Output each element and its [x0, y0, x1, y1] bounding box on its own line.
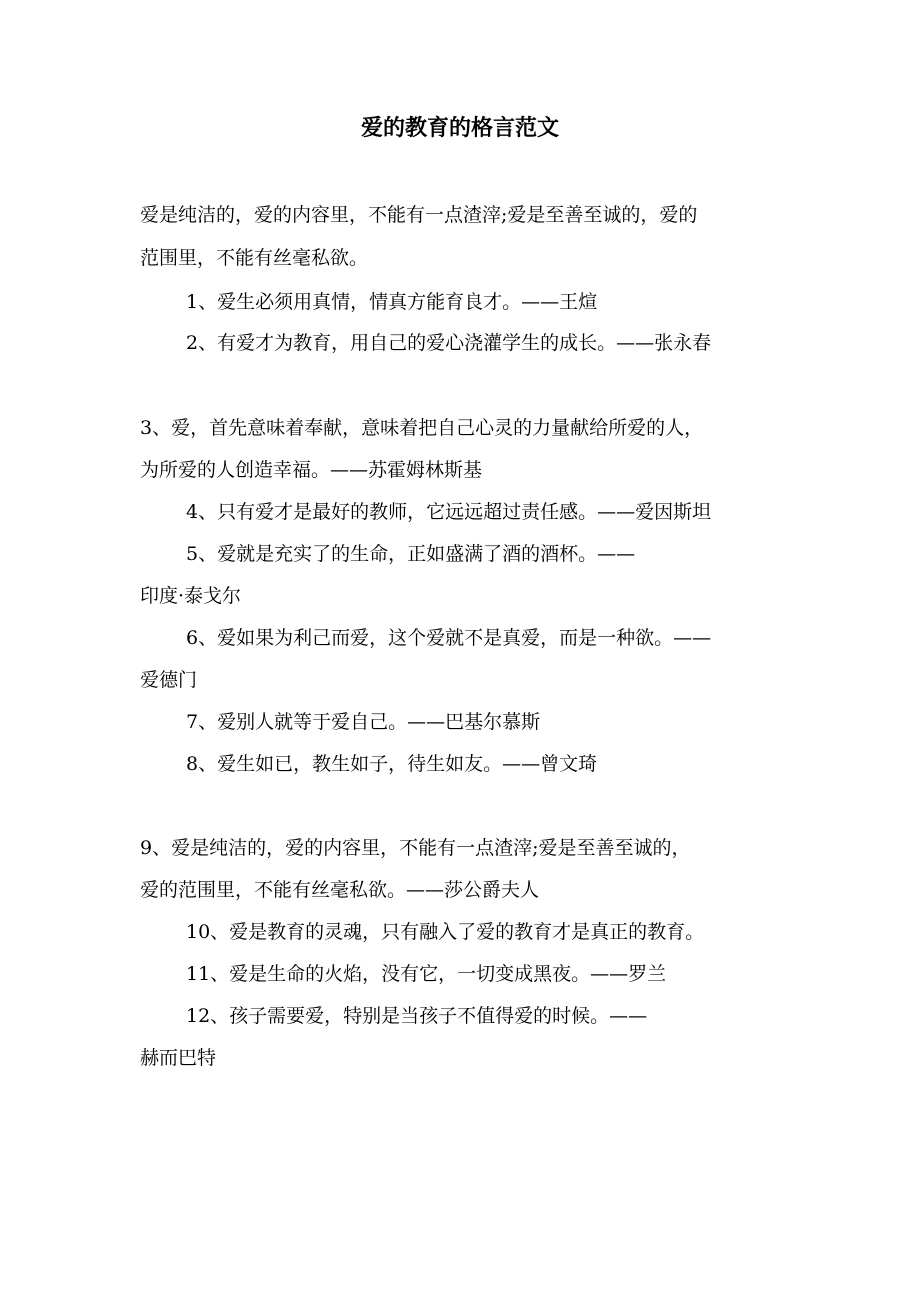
quote-line: 11、爱是生命的火焰，没有它，一切变成黑夜。——罗兰 — [186, 963, 667, 985]
text-line: 爱是纯洁的，爱的内容里，不能有一点渣滓;爱是至善至诚的，爱的 — [140, 204, 698, 226]
quote-line: 5、爱就是充实了的生命，正如盛满了酒的酒杯。—— — [186, 543, 636, 565]
quote-line: 10、爱是教育的灵魂，只有融入了爱的教育才是真正的教育。 — [186, 921, 705, 943]
quote-line: 12、孩子需要爱，特别是当孩子不值得爱的时候。—— — [186, 1005, 648, 1027]
quote-line: 印度·泰戈尔 — [140, 585, 242, 607]
quote-line: 爱的范围里，不能有丝毫私欲。——莎公爵夫人 — [140, 879, 540, 901]
quote-line: 2、有爱才为教育，用自己的爱心浇灌学生的成长。——张永春 — [186, 332, 712, 354]
quote-line: 6、爱如果为利己而爱，这个爱就不是真爱，而是一种欲。—— — [186, 627, 712, 649]
quote-line: 7、爱别人就等于爱自己。——巴基尔慕斯 — [186, 711, 541, 733]
quote-line: 3、爱，首先意味着奉献，意味着把自己心灵的力量献给所爱的人， — [140, 417, 704, 439]
quote-line: 1、爱生必须用真情，情真方能育良才。——王煊 — [186, 291, 598, 313]
quote-line: 赫而巴特 — [140, 1047, 217, 1069]
quote-line: 9、爱是纯洁的，爱的内容里，不能有一点渣滓;爱是至善至诚的， — [140, 837, 691, 859]
quote-line: 爱德门 — [140, 669, 198, 691]
quote-line: 为所爱的人创造幸福。——苏霍姆林斯基 — [140, 459, 483, 481]
quote-line: 4、只有爱才是最好的教师，它远远超过责任感。——爱因斯坦 — [186, 501, 712, 523]
text-line: 范围里，不能有丝毫私欲。 — [140, 247, 369, 269]
document-title: 爱的教育的格言范文 — [360, 115, 559, 141]
quote-line: 8、爱生如已，教生如子，待生如友。——曾文琦 — [186, 753, 598, 775]
